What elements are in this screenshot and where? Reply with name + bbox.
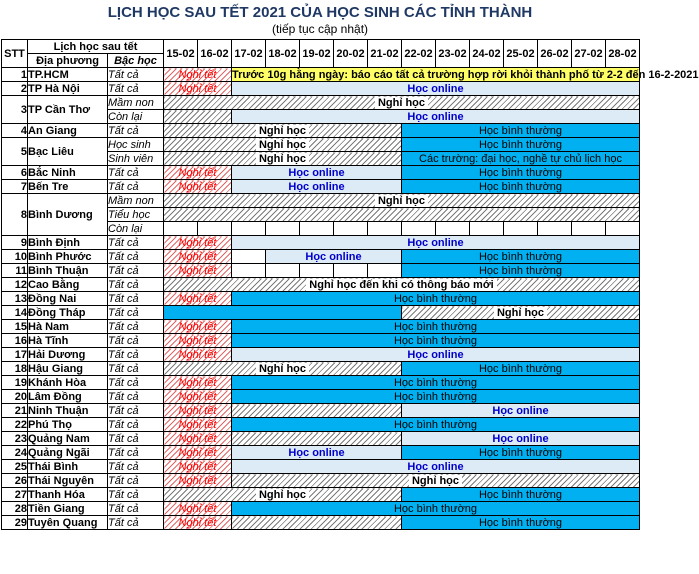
- education-level: Tất cả: [108, 180, 164, 194]
- education-level: Còn lại: [108, 222, 164, 236]
- status-label: Học online: [407, 236, 464, 249]
- row-number: 8: [2, 194, 28, 236]
- date-header: 18-02: [266, 40, 300, 68]
- row-number: 7: [2, 180, 28, 194]
- status-label: Học bình thường: [393, 502, 478, 515]
- education-level: Tất cả: [108, 418, 164, 432]
- status-normal: [402, 488, 640, 502]
- table-row: [2, 418, 640, 432]
- table-row: [2, 292, 640, 306]
- status-label: Học bình thường: [393, 390, 478, 403]
- status-online: [402, 432, 640, 446]
- table-row: [2, 334, 640, 348]
- status-label: Học bình thường: [478, 180, 563, 193]
- table-row: [2, 250, 640, 264]
- status-holiday: [164, 460, 232, 474]
- status-label: Nghỉ học: [256, 139, 309, 151]
- row-number: 16: [2, 334, 28, 348]
- province-header: Địa phương: [28, 54, 108, 68]
- status-closed: [164, 138, 402, 152]
- status-label: Học bình thường: [478, 124, 563, 137]
- status-normal: [402, 250, 640, 264]
- row-number: 2: [2, 82, 28, 96]
- education-level: Mầm non: [108, 96, 164, 110]
- status-label: Học bình thường: [393, 418, 478, 431]
- status-label: Nghỉ tết: [178, 446, 217, 459]
- table-row: [2, 502, 640, 516]
- empty-cell: [232, 222, 266, 236]
- table-row: [2, 446, 640, 460]
- status-closed: [232, 432, 402, 446]
- row-number: 10: [2, 250, 28, 264]
- row-number: 17: [2, 348, 28, 362]
- empty-cell: [368, 264, 402, 278]
- table-row: [2, 320, 640, 334]
- date-header: 26-02: [538, 40, 572, 68]
- province-name: Bến Tre: [28, 180, 108, 194]
- empty-cell: [198, 222, 232, 236]
- row-number: 15: [2, 320, 28, 334]
- status-closed: [164, 194, 640, 208]
- row-number: 29: [2, 516, 28, 530]
- status-label: Học online: [492, 404, 549, 417]
- row-number: 25: [2, 460, 28, 474]
- status-closed: [164, 208, 640, 222]
- date-header: 19-02: [300, 40, 334, 68]
- schedule-table: [1, 39, 699, 530]
- status-label: Học bình thường: [478, 138, 563, 151]
- status-label: Nghỉ học: [256, 153, 309, 165]
- status-normal: [402, 124, 640, 138]
- status-label: Nghỉ tết: [178, 502, 217, 515]
- table-row: [2, 516, 640, 530]
- status-online: [232, 110, 640, 124]
- status-holiday: [164, 250, 232, 264]
- empty-cell: [402, 222, 436, 236]
- table-row: [2, 306, 640, 320]
- status-label: Nghỉ học: [256, 489, 309, 501]
- education-level: Tất cả: [108, 502, 164, 516]
- status-label: Nghỉ tết: [178, 166, 217, 179]
- status-normal: [232, 502, 640, 516]
- empty-cell: [504, 222, 538, 236]
- education-level: Tất cả: [108, 292, 164, 306]
- status-online: [232, 446, 402, 460]
- status-normal: [232, 390, 640, 404]
- education-level: Tất cả: [108, 516, 164, 530]
- status-closed: [164, 124, 402, 138]
- table-row: [2, 278, 640, 292]
- empty-cell: [436, 222, 470, 236]
- status-label: Học bình thường: [393, 320, 478, 333]
- status-online: [232, 166, 402, 180]
- table-row: [2, 138, 640, 152]
- status-holiday: [164, 404, 232, 418]
- status-closed: [402, 306, 640, 320]
- empty-cell: [300, 264, 334, 278]
- status-label: Nghỉ tết: [178, 68, 217, 81]
- education-level: Tất cả: [108, 460, 164, 474]
- status-label: Nghỉ tết: [178, 334, 217, 347]
- province-name: Thái Bình: [28, 460, 108, 474]
- status-holiday: [164, 166, 232, 180]
- empty-cell: [368, 222, 402, 236]
- table-row: [2, 488, 640, 502]
- status-online: [402, 404, 640, 418]
- status-label: Nghỉ học: [409, 475, 462, 487]
- empty-cell: [606, 222, 640, 236]
- education-level: Tất cả: [108, 68, 164, 82]
- table-row: [2, 460, 640, 474]
- table-row: [2, 348, 640, 362]
- status-label: Các trường: đại học, nghề tự chủ lịch học: [419, 152, 622, 165]
- status-label: Học bình thường: [478, 264, 563, 277]
- status-normal: [232, 418, 640, 432]
- table-row: [2, 166, 640, 180]
- empty-cell: [266, 222, 300, 236]
- status-holiday: [164, 474, 232, 488]
- education-level: Sinh viên: [108, 152, 164, 166]
- status-label: Học bình thường: [393, 334, 478, 347]
- status-holiday: [164, 446, 232, 460]
- status-normal: [232, 320, 640, 334]
- status-label: Nghỉ học: [375, 195, 428, 207]
- status-label: Học online: [407, 348, 464, 361]
- province-name: Quảng Ngãi: [28, 446, 108, 460]
- row-number: 6: [2, 166, 28, 180]
- empty-cell: [164, 222, 198, 236]
- province-name: Lâm Đồng: [28, 390, 108, 404]
- status-normal: [402, 138, 640, 152]
- date-header: 24-02: [470, 40, 504, 68]
- status-online: [232, 180, 402, 194]
- status-normal: [402, 516, 640, 530]
- status-label: Học online: [407, 460, 464, 473]
- row-number: 24: [2, 446, 28, 460]
- status-label: Học online: [288, 166, 345, 179]
- table-body: [2, 68, 699, 530]
- table-row: [2, 376, 640, 390]
- education-level: Tiểu học: [108, 208, 164, 222]
- row-number: 13: [2, 292, 28, 306]
- province-name: Phú Thọ: [28, 418, 108, 432]
- status-normal: [232, 292, 640, 306]
- status-closed: [164, 152, 402, 166]
- status-label: Nghỉ tết: [178, 82, 217, 95]
- page-title: LỊCH HỌC SAU TẾT 2021 CỦA HỌC SINH CÁC TỈNH THÀNH: [107, 4, 533, 21]
- province-name: Hậu Giang: [28, 362, 108, 376]
- table-row: [2, 390, 640, 404]
- date-header: 27-02: [572, 40, 606, 68]
- education-level: Tất cả: [108, 404, 164, 418]
- table-row: [2, 474, 640, 488]
- status-holiday: [164, 418, 232, 432]
- status-closed: [164, 96, 640, 110]
- status-holiday: [164, 516, 232, 530]
- table-row: [2, 236, 640, 250]
- province-name: TP Hà Nội: [28, 82, 108, 96]
- status-label: Nghỉ tết: [178, 516, 217, 529]
- row-number: 3: [2, 96, 28, 124]
- status-label: Nghỉ tết: [178, 376, 217, 389]
- education-level: Tất cả: [108, 124, 164, 138]
- status-holiday: [164, 432, 232, 446]
- status-label: Nghỉ tết: [178, 320, 217, 333]
- row-number: 21: [2, 404, 28, 418]
- status-label: Học online: [305, 250, 362, 263]
- status-holiday: [164, 82, 232, 96]
- date-header: 28-02: [606, 40, 640, 68]
- status-label: Nghỉ tết: [178, 348, 217, 361]
- education-level: Tất cả: [108, 166, 164, 180]
- status-label: Học bình thường: [393, 292, 478, 305]
- province-name: Quảng Nam: [28, 432, 108, 446]
- status-closed: [164, 362, 402, 376]
- status-holiday: [164, 68, 232, 82]
- status-label: Học bình thường: [478, 516, 563, 529]
- status-label: Nghỉ học đến khi có thông báo mới: [306, 279, 496, 291]
- status-label: Học online: [492, 432, 549, 445]
- status-closed: [232, 516, 402, 530]
- table-row: [2, 404, 640, 418]
- table-row: [2, 432, 640, 446]
- row-number: 20: [2, 390, 28, 404]
- status-label: Nghỉ tết: [178, 460, 217, 473]
- date-header: 15-02: [164, 40, 198, 68]
- status-online: [232, 236, 640, 250]
- date-header: 17-02: [232, 40, 266, 68]
- education-level: Tất cả: [108, 306, 164, 320]
- row-number: 5: [2, 138, 28, 166]
- status-label: Học bình thường: [478, 362, 563, 375]
- date-header: 23-02: [436, 40, 470, 68]
- table-row: [2, 68, 640, 82]
- province-name: Khánh Hòa: [28, 376, 108, 390]
- status-label: Học bình thường: [478, 488, 563, 501]
- status-online: [232, 82, 640, 96]
- education-level: Tất cả: [108, 362, 164, 376]
- education-level: Học sinh: [108, 138, 164, 152]
- status-label: Nghỉ tết: [178, 180, 217, 193]
- province-name: Bạc Liêu: [28, 138, 108, 166]
- status-label: Nghỉ tết: [178, 264, 217, 277]
- province-name: TP.HCM: [28, 68, 108, 82]
- education-level: Tất cả: [108, 236, 164, 250]
- province-name: Bình Dương: [28, 194, 108, 236]
- status-normal: [402, 264, 640, 278]
- date-header: 16-02: [198, 40, 232, 68]
- status-closed: [164, 488, 402, 502]
- empty-cell: [538, 222, 572, 236]
- status-normal: [232, 334, 640, 348]
- empty-cell: [232, 250, 266, 264]
- education-level: Tất cả: [108, 82, 164, 96]
- status-holiday: [164, 376, 232, 390]
- province-name: Ninh Thuận: [28, 404, 108, 418]
- status-label: Nghỉ tết: [178, 292, 217, 305]
- status-label: Trước 10g hằng ngày: báo cáo tất cả trường hợp rời khỏi thành phố từ 2-2 đến 16-2-2021: [232, 68, 699, 81]
- status-normal: [164, 306, 402, 320]
- province-name: Bắc Ninh: [28, 166, 108, 180]
- date-header: 20-02: [334, 40, 368, 68]
- province-name: Bình Định: [28, 236, 108, 250]
- province-name: TP Cần Thơ: [28, 96, 108, 124]
- province-name: Hà Nam: [28, 320, 108, 334]
- status-holiday: [164, 390, 232, 404]
- empty-cell: [266, 264, 300, 278]
- status-label: Học bình thường: [478, 250, 563, 263]
- table-row: [2, 194, 640, 208]
- status-label: Nghỉ tết: [178, 432, 217, 445]
- status-label: Học bình thường: [478, 166, 563, 179]
- status-holiday: [164, 264, 232, 278]
- status-closed: [232, 404, 402, 418]
- page-subtitle: (tiếp tục cập nhật): [271, 22, 369, 36]
- status-normal: [402, 166, 640, 180]
- level-header: Bậc học: [108, 54, 164, 68]
- status-holiday: [164, 348, 232, 362]
- empty-cell: [470, 222, 504, 236]
- table-row: [2, 124, 640, 138]
- row-number: 23: [2, 432, 28, 446]
- status-label: Nghỉ học: [375, 97, 428, 109]
- stt-header: STT: [2, 40, 28, 68]
- education-level: Tất cả: [108, 264, 164, 278]
- province-name: Tiền Giang: [28, 502, 108, 516]
- education-level: Tất cả: [108, 446, 164, 460]
- status-label: Nghỉ tết: [178, 236, 217, 249]
- status-online: [232, 460, 640, 474]
- status-label: Học bình thường: [478, 446, 563, 459]
- status-normal: [402, 180, 640, 194]
- table-row: [2, 362, 640, 376]
- empty-cell: [334, 264, 368, 278]
- row-number: 26: [2, 474, 28, 488]
- row-number: 1: [2, 68, 28, 82]
- row-number: 11: [2, 264, 28, 278]
- notice-cell: [232, 68, 699, 82]
- province-name: Thanh Hóa: [28, 488, 108, 502]
- status-label: Nghỉ tết: [178, 418, 217, 431]
- row-number: 22: [2, 418, 28, 432]
- education-level: Tất cả: [108, 250, 164, 264]
- province-name: Bình Thuận: [28, 264, 108, 278]
- province-name: Tuyên Quang: [28, 516, 108, 530]
- status-closed: [164, 278, 640, 292]
- status-label: Học online: [288, 180, 345, 193]
- province-name: Đồng Tháp: [28, 306, 108, 320]
- row-number: 14: [2, 306, 28, 320]
- status-closed: [232, 474, 640, 488]
- status-label: Nghỉ học: [256, 363, 309, 375]
- status-online: [266, 250, 402, 264]
- schedule-group-header: Lịch học sau tết: [28, 40, 164, 54]
- empty-cell: [572, 222, 606, 236]
- empty-cell: [300, 222, 334, 236]
- status-normal: [402, 362, 640, 376]
- table-row: [2, 82, 640, 96]
- empty-cell: [232, 264, 266, 278]
- province-name: Hà Tĩnh: [28, 334, 108, 348]
- status-closed: [164, 110, 232, 124]
- date-header: 25-02: [504, 40, 538, 68]
- education-level: Tất cả: [108, 348, 164, 362]
- education-level: Mầm non: [108, 194, 164, 208]
- status-label: Nghỉ học: [256, 125, 309, 137]
- row-number: 18: [2, 362, 28, 376]
- status-label: Học online: [288, 446, 345, 459]
- status-holiday: [164, 320, 232, 334]
- province-name: Hải Dương: [28, 348, 108, 362]
- row-number: 27: [2, 488, 28, 502]
- status-holiday: [164, 334, 232, 348]
- status-label: Nghỉ tết: [178, 474, 217, 487]
- row-number: 12: [2, 278, 28, 292]
- status-label: Học bình thường: [393, 376, 478, 389]
- status-label: Học online: [407, 110, 464, 123]
- education-level: Tất cả: [108, 278, 164, 292]
- row-number: 4: [2, 124, 28, 138]
- date-header: 21-02: [368, 40, 402, 68]
- status-label: Nghỉ học: [494, 307, 547, 319]
- row-number: 28: [2, 502, 28, 516]
- status-normal: [232, 376, 640, 390]
- province-name: Bình Phước: [28, 250, 108, 264]
- province-name: Thái Nguyên: [28, 474, 108, 488]
- status-online: [232, 348, 640, 362]
- province-name: Cao Bằng: [28, 278, 108, 292]
- status-label: Nghỉ tết: [178, 404, 217, 417]
- status-holiday: [164, 180, 232, 194]
- education-level: Tất cả: [108, 390, 164, 404]
- province-name: An Giang: [28, 124, 108, 138]
- education-level: Tất cả: [108, 432, 164, 446]
- row-number: 19: [2, 376, 28, 390]
- education-level: Còn lại: [108, 110, 164, 124]
- status-holiday: [164, 236, 232, 250]
- status-normal: [402, 446, 640, 460]
- status-label: Học online: [407, 82, 464, 95]
- status-label: Nghỉ tết: [178, 250, 217, 263]
- status-holiday: [164, 292, 232, 306]
- empty-cell: [334, 222, 368, 236]
- education-level: Tất cả: [108, 320, 164, 334]
- table-row: [2, 96, 640, 110]
- province-name: Đồng Nai: [28, 292, 108, 306]
- date-header: 22-02: [402, 40, 436, 68]
- education-level: Tất cả: [108, 334, 164, 348]
- table-row: [2, 264, 640, 278]
- status-label: Nghỉ tết: [178, 390, 217, 403]
- table-row: [2, 180, 640, 194]
- education-level: Tất cả: [108, 474, 164, 488]
- education-level: Tất cả: [108, 376, 164, 390]
- education-level: Tất cả: [108, 488, 164, 502]
- status-normal: [402, 152, 640, 166]
- row-number: 9: [2, 236, 28, 250]
- table-header: [2, 40, 640, 68]
- status-holiday: [164, 502, 232, 516]
